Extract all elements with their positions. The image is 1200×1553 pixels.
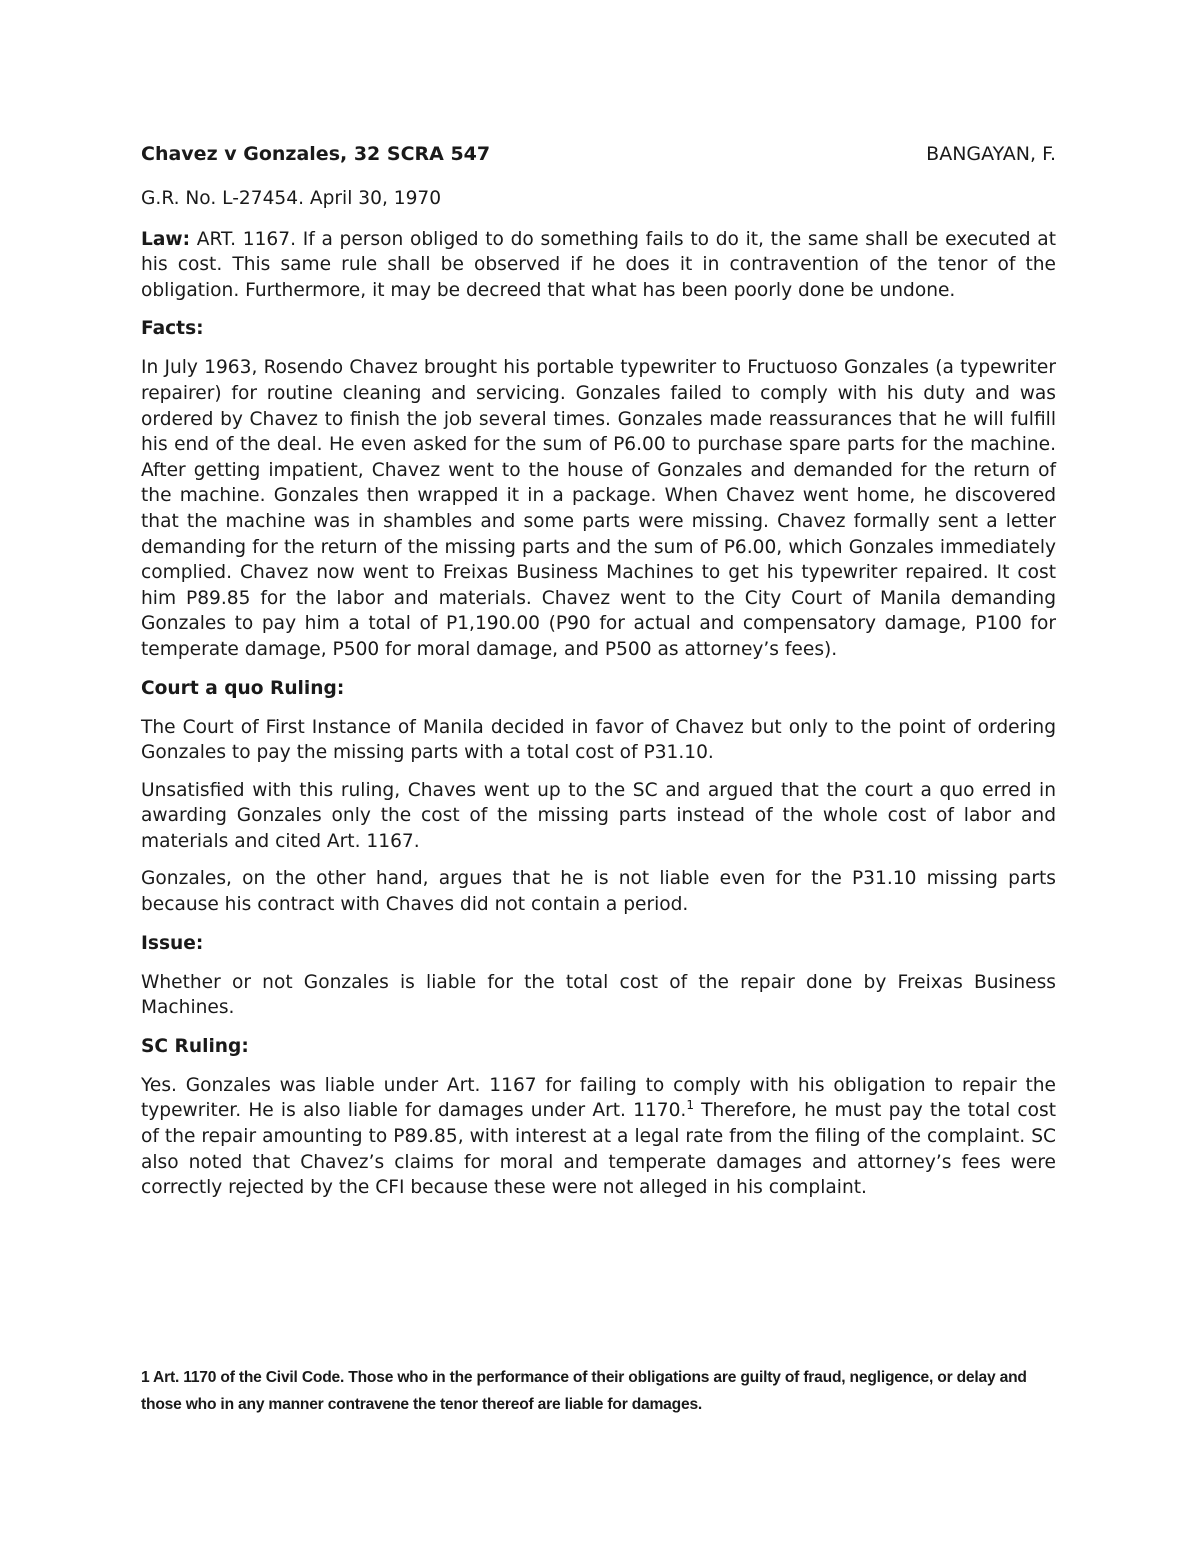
case-title: Chavez v Gonzales, 32 SCRA 547 bbox=[141, 143, 491, 165]
footnote-reference[interactable]: 1 bbox=[686, 1098, 694, 1113]
facts-heading: Facts: bbox=[141, 318, 204, 340]
issue-paragraph: Whether or not Gonzales is liable for the total cost of the repair done by Freixas Business Machines. bbox=[141, 971, 1056, 1019]
court-a-quo-heading: Court a quo Ruling: bbox=[141, 677, 345, 699]
gr-number: G.R. No. L-27454. April 30, 1970 bbox=[141, 188, 442, 209]
sc-ruling-paragraph bbox=[141, 1073, 1056, 1201]
law-text: ART. 1167. If a person obliged to do something fails to do it, the same shall be executed at his cost. This same rule shall be observed if he does it in contravention of the tenor of the obligation. Furthermore, it may be decreed that what has been poorly done be undone. bbox=[141, 228, 1056, 301]
court-a-quo-paragraph-3: Gonzales, on the other hand, argues that he is not liable even for the P31.10 missing parts because his contract with Chaves did not contain a period. bbox=[141, 868, 1056, 916]
sc-ruling-heading: SC Ruling: bbox=[141, 1035, 249, 1057]
sc-ruling-text-after: Therefore, he must pay the total cost of the repair amounting to P89.85, with interest at a legal rate from the filing of the complaint. SC also noted that Chavez’s claims for moral and temperate damages and attorney’s fees were correctly rejected by the CFI because these were not alleged in his complaint. bbox=[141, 1100, 1056, 1199]
law-label: Law: bbox=[141, 228, 191, 250]
document-body bbox=[141, 140, 1056, 1213]
law-paragraph bbox=[141, 227, 1056, 304]
court-a-quo-paragraph-2: Unsatisfied with this ruling, Chaves went up to the SC and argued that the court a quo erred in awarding Gonzales only the cost of the missing parts instead of the whole cost of labor and materials and cited Art. 1167. bbox=[141, 779, 1056, 852]
sc-ruling-text-before: Yes. Gonzales was liable under Art. 1167 for failing to comply with his obligation to repair the typewriter. He is also liable for damages under Art. 1170. bbox=[141, 1074, 1056, 1122]
footnote: 1 Art. 1170 of the Civil Code. Those who in the performance of their obligations are guilty of fraud, negligence, or delay and those who in any manner contravene the tenor thereof are liable for damages. bbox=[141, 1369, 1027, 1413]
author-name: BANGAYAN, F. bbox=[926, 143, 1056, 165]
court-a-quo-paragraph-1: The Court of First Instance of Manila decided in favor of Chavez but only to the point of ordering Gonzales to pay the missing parts with a total cost of P31.10. bbox=[141, 716, 1056, 764]
title-row bbox=[141, 140, 1056, 168]
facts-paragraph: In July 1963, Rosendo Chavez brought his portable typewriter to Fructuoso Gonzales (a typewriter repairer) for routine cleaning and servicing. Gonzales failed to comply with his duty and was ordered by Chavez to finish the job several times. Gonzales made reassurances that he will fulfill his end of the deal. He even asked for the sum of P6.00 to purchase spare parts for the machine. After getting impatient, Chavez went to the house of Gonzales and demanded for the return of the machine. Gonzales then wrapped it in a package. When Chavez went home, he discovered that the machine was in shambles and some parts were missing. Chavez formally sent a letter demanding for the return of the missing parts and the sum of P6.00, which Gonzales immediately complied. Chavez now went to Freixas Business Machines to get his typewriter repaired. It cost him P89.85 for the labor and materials. Chavez went to the City Court of Manila demanding Gonzales to pay him a total of P1,190.00 (P90 for actual and compensatory damage, P100 for temperate damage, P500 for moral damage, and P500 as attorney’s fees). bbox=[141, 357, 1056, 660]
issue-heading: Issue: bbox=[141, 932, 204, 954]
